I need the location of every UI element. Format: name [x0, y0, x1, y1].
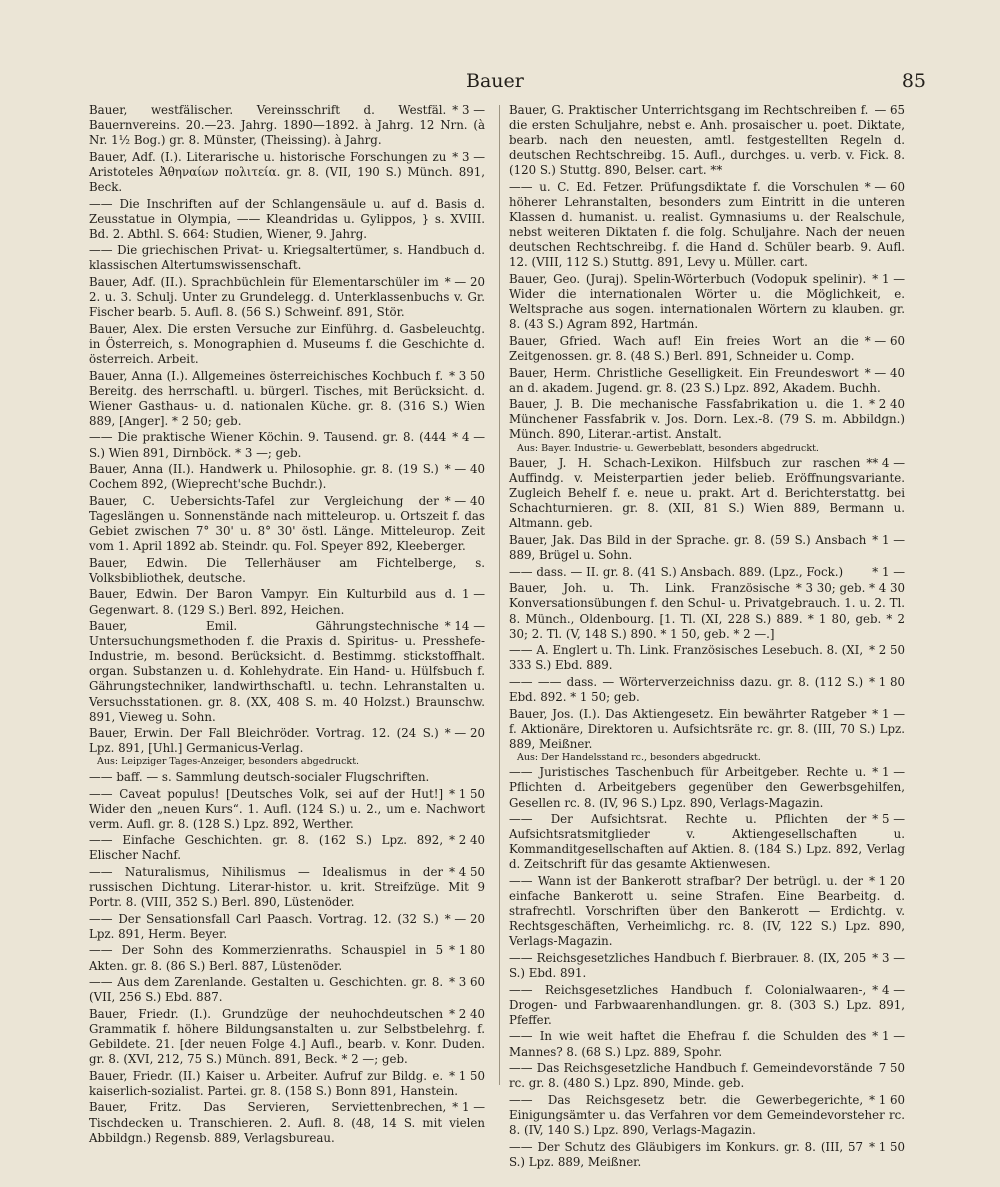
- bibliography-entry: [89, 912, 485, 942]
- entry-price: * 14 —: [444, 619, 485, 634]
- entry-text: Bauer, Gfried. Wach auf! Ein freies Wort an die Zeitgenossen. gr. 8. (48 S.) Berl. 891, Schneider u. Comp.: [509, 333, 859, 363]
- bibliography-entry: [89, 494, 485, 554]
- bibliography-entry: [89, 462, 485, 492]
- entry-price: * — 40: [444, 462, 485, 477]
- entry-text: —— Einfache Geschichten. gr. 8. (162 S.) Lpz. 892, Elischer Nachf.: [89, 833, 444, 863]
- entry-price: * 3 —: [872, 950, 905, 965]
- entry-price: * 1 —: [872, 564, 905, 579]
- entry-price: * 4 —: [872, 982, 905, 997]
- entry-price: * 1 50: [449, 1068, 485, 1083]
- entry-text: Bauer, westfälischer. Vereinsschrift d. Westfäl. Bauernvereins. 20.—23. Jahrg. 1890—1892. à Jahrg. 12 Nrn. (à Nr. 1½ Bog.) gr. 8. Münster, (Theissing). à Jahrg.: [89, 103, 485, 148]
- bibliography-entry: [509, 397, 905, 454]
- entry-text: Bauer, Anna (I.). Allgemeines österreichisches Kochbuch f. Bereitg. des herrschaftl. u. bürgerl. Tisches, mit Berücksicht. d. Wiener Gasthaus- u. d. nationalen Küche. gr. 8. (316 S.) Wien 889, [Anger]. * 2 50; geb.: [89, 368, 485, 428]
- entry-price: * 2 50: [869, 643, 905, 658]
- entry-text: Bauer, Adf. (II.). Sprachbüchlein für Elementarschüler im 2. u. 3. Schulj. Unter zu Grundelegg. d. Unterklassenbuchs v. Gr. Fischer bearb. 5. Aufl. 8. (56 S.) Schweinf. 891, Stör.: [89, 275, 485, 320]
- bibliography-entry: [509, 581, 905, 641]
- entry-text: Bauer, C. Uebersichts-Tafel zur Vergleichung der Tageslängen u. Sonnenstände nach mitteleurop. u. Ortszeit f. das Gebiet zwischen 7° 30' u. 8° 30' östl. Länge. Mitteleurop. Zeit vom 1. April 1892 ab. Steindr. qu. Fol. Speyer 892, Kleeberger.: [89, 493, 485, 554]
- left-column: [89, 103, 485, 1147]
- entry-text: Bauer, Geo. (Juraj). Spelin-Wörterbuch (Vodopuk spelinir). Wider die internationalen Wörter u. die Möglichkeit, e. Weltsprache aus sogen. internationalen Wörtern zu klauben. gr. 8. (43 S.) Agram 892, Hartmán.: [509, 272, 905, 332]
- page-number: 85: [901, 70, 926, 92]
- bibliography-entry: [509, 1061, 905, 1091]
- entry-text: —— Der Aufsichtsrat. Rechte u. Pflichten der Aufsichtsratsmitglieder v. Aktiengesellschaften u. Kommanditgesellschaften auf Aktien. 8. (184 S.) Lpz. 892, Verlag d. Zeitschrift für das gesamte Aktienwesen.: [509, 812, 905, 872]
- bibliography-entry: [89, 587, 485, 617]
- entry-price: * 1 —: [872, 1029, 905, 1044]
- entry-text: Bauer, G. Praktischer Unterrichtsgang im Rechtschreiben f. die ersten Schuljahre, nebst e. Anh. prosaischer u. poet. Diktate, bearb. nach den neuesten, amtl. festgestellten Regeln d. deutschen Rechtschreibg. 15. Aufl., durchges. u. verb. v. Fick. 8. (120 S.) Stuttg. 890, Belser. cart. **: [509, 103, 905, 178]
- entry-text: Bauer, Adf. (I.). Literarische u. historische Forschungen zu Aristoteles Ἀθηναίων πολιτεία. gr. 8. (VII, 190 S.) Münch. 891, Beck.: [89, 149, 485, 194]
- entry-text: —— Reichsgesetzliches Handbuch f. Bierbrauer. 8. (IX, 205 S.) Ebd. 891.: [509, 950, 867, 981]
- running-head: Bauer: [466, 70, 524, 92]
- bibliography-entry: [509, 1140, 905, 1170]
- column-divider: [499, 105, 500, 1085]
- entry-price: ** 4 —: [866, 456, 905, 471]
- bibliography-entry: [89, 275, 485, 320]
- entry-price: * 1 60: [869, 1092, 905, 1107]
- bibliography-entry: [509, 533, 905, 563]
- entry-text: —— u. C. Ed. Fetzer. Prüfungsdiktate f. die Vorschulen höherer Lehranstalten, besonders zum Eintritt in die unteren Klassen d. humanist. u. realist. Gymnasiums u. der Realschule, nebst weiteren Diktaten f. die folg. Schuljahre. Nach der neuen deutschen Rechtschreibg. f. die Hand d. Schüler bearb. 9. Aufl. 12. (VIII, 112 S.) Stuttg. 891, Levy u. Müller. cart.: [509, 179, 905, 270]
- entry-price: * 3 —: [452, 149, 485, 164]
- entry-price: * — 60: [864, 179, 905, 194]
- entry-source-note: Aus: Bayer. Industrie- u. Gewerbeblatt, besonders abgedruckt.: [517, 442, 819, 454]
- entry-price: * 2 40: [449, 1006, 485, 1021]
- bibliography-entry: [89, 726, 485, 768]
- entry-text: Bauer, Emil. Gährungstechnische Untersuchungsmethoden f. die Praxis d. Spiritus- u. Presshefe-Industrie, m. besond. Berücksicht. d. Bestimmg. stickstoffhalt. organ. Substanzen u. d. Kohlehydrate. Ein Hand- u. Hülfsbuch f. Gährungstechniker, landwirthschaftl. u. techn. Lehranstalten u. Versuchsstationen. gr. 8. (XX, 408 S. m. 40 Holzst.) Braunschw. 891, Vieweg u. Sohn.: [89, 619, 485, 724]
- entry-price: * — 40: [444, 493, 485, 508]
- bibliography-entry: [89, 1069, 485, 1099]
- bibliography-entry: [509, 983, 905, 1028]
- bibliography-entry: [509, 1029, 905, 1059]
- bibliography-entry: [89, 833, 485, 863]
- bibliography-entry: [509, 675, 905, 705]
- bibliography-entry: [89, 770, 485, 785]
- entry-text: —— Der Sohn des Kommerzienraths. Schauspiel in 5 Akten. gr. 8. (86 S.) Berl. 887, Lüstenöder.: [89, 943, 444, 973]
- entry-text: —— baff. — s. Sammlung deutsch-socialer Flugschriften.: [89, 769, 430, 784]
- entry-price: * — 20: [444, 911, 485, 926]
- entry-price: * 3 —: [452, 103, 485, 117]
- entry-price: * 4 —: [452, 430, 485, 445]
- entry-text: —— Wann ist der Bankerott strafbar? Der betrügl. u. der einfache Bankerott u. seine Strafen. Eine Bearbeitg. d. strafrechtl. Vorschriften über den Bankerott — Erdichtg. v. Rechtsgeschäften, Verheimlichg. rc. 8. (IV, 122 S.) Lpz. 890, Verlags-Magazin.: [509, 874, 905, 949]
- entry-price: * 2 40: [449, 833, 485, 848]
- bibliography-entry: [509, 765, 905, 810]
- entry-price: * — 40: [864, 365, 905, 380]
- entry-price: * 1 —: [452, 1100, 485, 1115]
- entry-text: Bauer, Jak. Das Bild in der Sprache. gr. 8. (59 S.) Ansbach 889, Brügel u. Sohn.: [509, 533, 867, 563]
- entry-text: Bauer, Edwin. Die Tellerhäuser am Fichtelberge, s. Volksbibliothek, deutsche.: [89, 555, 485, 585]
- entry-price: * — 20: [444, 726, 485, 741]
- entry-price: — 65: [874, 103, 905, 117]
- entry-text: Bauer, Friedr. (II.) Kaiser u. Arbeiter. Aufruf zur Bildg. e. kaiserlich-sozialist. Partei. gr. 8. (158 S.) Bonn 891, Hanstein.: [89, 1068, 459, 1098]
- entry-text: Bauer, Fritz. Das Servieren, Serviettenbrechen, Tischdecken u. Transchieren. 2. Aufl. 8. (48, 14 S. mit vielen Abbildgn.) Regensb. 889, Verlagsbureau.: [89, 1100, 485, 1145]
- right-column: [509, 103, 905, 1171]
- bibliography-entry: [509, 1093, 905, 1138]
- bibliography-entry: [89, 150, 485, 195]
- bibliography-entry: [89, 243, 485, 273]
- entry-text: —— In wie weit haftet die Ehefrau f. die Schulden des Mannes? 8. (68 S.) Lpz. 889, Spohr.: [509, 1029, 867, 1059]
- entry-price: * 1 —: [872, 272, 905, 287]
- bibliography-entry: [89, 943, 485, 973]
- entry-text: Bauer, J. H. Schach-Lexikon. Hilfsbuch zur raschen Auffindg. v. Meisterpartien jeder belieb. Eröffnungsvariante. Zugleich Behelf f. e. neue u. prakt. Art d. Berichterstattg. bei Schachturnieren. gr. 8. (XII, 81 S.) Wien 889, Bermann u. Altmann. geb.: [509, 456, 905, 531]
- bibliography-entry: [89, 975, 485, 1005]
- bibliography-entry: [509, 456, 905, 531]
- entry-text: —— Die griechischen Privat- u. Kriegsaltertümer, s. Handbuch d. klassischen Altertumswissenschaft.: [89, 243, 485, 273]
- bibliography-entry: [509, 874, 905, 949]
- bibliography-entry: [509, 565, 905, 580]
- entry-text: —— Die praktische Wiener Köchin. 9. Tausend. gr. 8. (444 S.) Wien 891, Dirnböck. * 3 —; geb.: [89, 430, 447, 460]
- entry-text: —— A. Englert u. Th. Link. Französisches Lesebuch. 8. (XI, 333 S.) Ebd. 889.: [509, 643, 864, 673]
- entry-source-note: Aus: Leipziger Tages-Anzeiger, besonders abgedruckt.: [97, 756, 360, 768]
- entry-price: * 1 80: [869, 674, 905, 689]
- entry-text: —— Der Sensationsfall Carl Paasch. Vortrag. 12. (32 S.) Lpz. 891, Herm. Beyer.: [89, 911, 439, 941]
- entry-price: * 1 80: [449, 943, 485, 958]
- entry-text: —— Das Reichsgesetzliche Handbuch f. Gemeindevorstände rc. gr. 8. (480 S.) Lpz. 890, Minde. geb.: [509, 1061, 873, 1091]
- entry-price: * 1 20: [869, 874, 905, 888]
- entry-price: * 3 30; geb. * 4 30: [795, 581, 905, 596]
- entry-price: * 1 —: [872, 765, 905, 780]
- bibliography-entry: [89, 619, 485, 725]
- bibliography-entry: [509, 951, 905, 981]
- bibliography-entry: [89, 1100, 485, 1145]
- entry-price: 7 50: [878, 1061, 905, 1076]
- entry-text: Bauer, Alex. Die ersten Versuche zur Einführg. d. Gasbeleuchtg. in Österreich, s. Monographien d. Museums f. die Geschichte d. österreich. Arbeit.: [89, 321, 485, 366]
- bibliography-entry: [89, 787, 485, 832]
- entry-text: Bauer, Erwin. Der Fall Bleichröder. Vortrag. 12. (24 S.) Lpz. 891, [Uhl.] Germanicus-Verlag.: [89, 726, 439, 756]
- entry-price: * 1 50: [449, 786, 485, 801]
- entry-price: * 5 —: [872, 812, 905, 827]
- bibliography-entry: [509, 334, 905, 364]
- entry-price: * 1 —: [872, 706, 905, 721]
- entry-price: * 2 40: [869, 397, 905, 412]
- entry-price: * 1 —: [872, 533, 905, 548]
- entry-text: —— Caveat populus! [Deutsches Volk, sei auf der Hut!] Wider den „neuen Kurs“. 1. Aufl. (124 S.) u. 2., um e. Nachwort verm. Aufl. gr. 8. (128 S.) Lpz. 892, Werther.: [89, 786, 485, 831]
- entry-price: * 1 50: [869, 1139, 905, 1154]
- entry-text: —— Naturalismus, Nihilismus — Idealismus in der russischen Dichtung. Literar-histor. u. krit. Streifzüge. Mit 9 Portr. 8. (VIII, 352 S.) Berl. 890, Lüstenöder.: [89, 865, 485, 910]
- entry-price: * — 20: [444, 275, 485, 290]
- entry-price: * 3 60: [449, 975, 485, 990]
- entry-text: —— Die Inschriften auf der Schlangensäule u. auf d. Basis d. Zeusstatue in Olympia, —— Kleandridas u. Gylippos, } s. XVIII. Bd. 2. Abthl. S. 664: Studien, Wiener, 9. Jahrg.: [89, 196, 485, 241]
- entry-text: —— dass. — II. gr. 8. (41 S.) Ansbach. 889. (Lpz., Fock.): [509, 564, 844, 579]
- entry-price: * — 60: [864, 333, 905, 348]
- bibliography-entry: [509, 707, 905, 764]
- bibliography-entry: [509, 812, 905, 872]
- entry-text: Bauer, Edwin. Der Baron Vampyr. Ein Kulturbild aus d. Gegenwart. 8. (129 S.) Berl. 892, Heichen.: [89, 587, 456, 617]
- entry-price: * 3 50: [449, 368, 485, 383]
- entry-price: * 4 50: [449, 865, 485, 879]
- bibliography-entry: [89, 369, 485, 429]
- bibliography-entry: [509, 366, 905, 396]
- bibliography-entry: [509, 180, 905, 271]
- bibliography-entry: [89, 197, 485, 242]
- entry-source-note: Aus: Der Handelsstand rc., besonders abgedruckt.: [517, 751, 761, 763]
- entry-text: Bauer, Friedr. (I.). Grundzüge der neuhochdeutschen Grammatik f. höhere Bildungsanstalten u. zur Selbstbelehrg. f. Gebildete. 21. [der neuen Folge 4.] Aufl., bearb. v. Konr. Duden. gr. 8. (XVI, 212, 75 S.) Münch. 891, Beck. * 2 —; geb.: [89, 1006, 485, 1067]
- bibliography-entry: [89, 430, 485, 460]
- entry-text: Bauer, J. B. Die mechanische Fassfabrikation u. die 1. Münchener Fassfabrik v. Jos. Dorn. Lex.-8. (79 S. m. Abbildgn.) Münch. 890, Literar.-artist. Anstalt.: [509, 397, 905, 442]
- entry-text: Bauer, Jos. (I.). Das Aktiengesetz. Ein bewährter Ratgeber f. Aktionäre, Direktoren u. Aufsichtsräte rc. gr. 8. (III, 70 S.) Lpz. 889, Meißner.: [509, 706, 905, 751]
- bibliography-entry: [509, 643, 905, 673]
- entry-text: Bauer, Anna (II.). Handwerk u. Philosophie. gr. 8. (19 S.) Cochem 892, (Wieprecht'sche Buchdr.).: [89, 462, 439, 492]
- entry-text: —— Reichsgesetzliches Handbuch f. Colonialwaaren-, Drogen- und Farbwaarenhandlungen. gr. 8. (303 S.) Lpz. 891, Pfeffer.: [509, 982, 905, 1027]
- entry-text: —— Juristisches Taschenbuch für Arbeitgeber. Rechte u. Pflichten d. Arbeitgebers gegenüber den Gewerbsgehilfen, Gesellen rc. 8. (IV, 96 S.) Lpz. 890, Verlags-Magazin.: [509, 765, 905, 810]
- bibliography-entry: [89, 865, 485, 910]
- entry-text: —— Der Schutz des Gläubigers im Konkurs. gr. 8. (III, 57 S.) Lpz. 889, Meißner.: [509, 1139, 864, 1169]
- bibliography-entry: [89, 556, 485, 586]
- entry-text: Bauer, Herm. Christliche Geselligkeit. Ein Freundeswort an d. akadem. Jugend. gr. 8. (23 S.) Lpz. 892, Akadem. Buchh.: [509, 365, 881, 395]
- entry-text: —— —— dass. — Wörterverzeichniss dazu. gr. 8. (112 S.) Ebd. 892. * 1 50; geb.: [509, 674, 864, 704]
- bibliography-entry: [509, 272, 905, 332]
- entry-text: Bauer, Joh. u. Th. Link. Französische Konversationsübungen f. den Schul- u. Privatgebrauch. 1. u. 2. Tl. 8. Münch., Oldenbourg. [1. Tl. (XI, 228 S.) 889. * 1 80, geb. * 2 30; 2. Tl. (V, 148 S.) 890. * 1 50, geb. * 2 —.]: [509, 581, 905, 641]
- entry-text: —— Aus dem Zarenlande. Gestalten u. Geschichten. gr. 8. (VII, 256 S.) Ebd. 887.: [89, 975, 444, 1005]
- bibliography-entry: [89, 322, 485, 367]
- bibliography-entry: [89, 103, 485, 148]
- entry-text: —— Das Reichsgesetz betr. die Gewerbegerichte, Einigungsämter u. das Verfahren vor dem Gemeindevorsteher rc. 8. (IV, 140 S.) Lpz. 890, Verlags-Magazin.: [509, 1092, 905, 1137]
- bibliography-entry: [89, 1007, 485, 1067]
- entry-price: 1 —: [461, 587, 485, 602]
- bibliography-entry: [509, 103, 905, 178]
